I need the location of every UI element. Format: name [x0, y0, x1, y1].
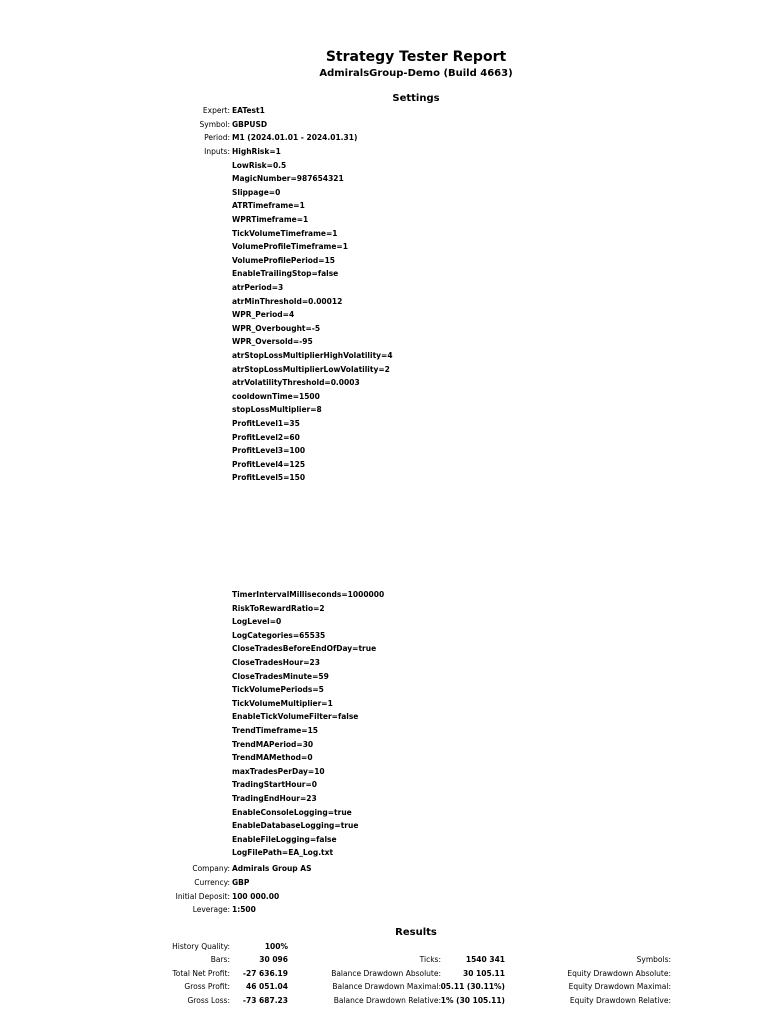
currency-row: [0, 876, 768, 889]
gross-profit-value: 46 051.04: [246, 982, 288, 991]
balance-dd-absolute-value: 30 105.11: [463, 969, 505, 978]
company-row: [0, 862, 768, 875]
expert-label: Expert:: [202, 106, 230, 115]
input-parameter: LogFilePath=EA_Log.txt: [232, 848, 334, 858]
balance-dd-absolute-label: Balance Drawdown Absolute:: [331, 969, 441, 978]
settings-heading: Settings: [392, 93, 440, 104]
input-parameter: ProfitLevel1=35: [232, 419, 300, 428]
input-parameter: WPR_Overbought=-5: [232, 323, 321, 333]
input-parameter: RiskToRewardRatio=2: [232, 603, 325, 613]
balance-dd-relative-label: Balance Drawdown Relative:: [333, 996, 441, 1005]
deposit-value: 100 000.00: [232, 892, 280, 901]
input-parameter: TickVolumeMultiplier=1: [232, 698, 333, 708]
leverage-row: [0, 903, 768, 916]
currency-label: Currency:: [194, 878, 230, 887]
input-parameter: ATRTimeframe=1: [232, 201, 305, 211]
input-parameter: EnableFileLogging=false: [232, 834, 337, 844]
input-parameter: LogLevel=0: [232, 617, 282, 627]
input-parameter: ProfitLevel5=150: [232, 473, 306, 483]
period-value: M1 (2024.01.01 - 2024.01.31): [232, 133, 358, 142]
input-parameter: TimerIntervalMilliseconds=1000000: [232, 590, 385, 599]
symbol-value: GBPUSD: [232, 120, 268, 129]
input-parameter: atrStopLossMultiplierHighVolatility=4: [232, 351, 393, 360]
history-quality-label: History Quality:: [172, 942, 230, 951]
company-value: Admirals Group AS: [232, 864, 312, 873]
input-parameter: VolumeProfilePeriod=15: [232, 255, 336, 265]
input-parameter: CloseTradesMinute=59: [232, 671, 329, 681]
ticks-value: 1540 341: [465, 955, 505, 964]
balance-dd-maximal-value: 05.11 (30.11%): [440, 982, 505, 991]
input-parameter: WPR_Oversold=-95: [232, 337, 313, 347]
input-parameter: TrendTimeframe=15: [232, 726, 319, 735]
deposit-label: Initial Deposit:: [175, 892, 230, 901]
equity-dd-relative-label: Equity Drawdown Relative:: [569, 996, 671, 1005]
gross-loss-label: Gross Loss:: [187, 996, 230, 1005]
report-title: Strategy Tester Report: [325, 49, 507, 65]
period-label: Period:: [204, 133, 230, 142]
equity-dd-absolute-label: Equity Drawdown Absolute:: [567, 969, 671, 978]
input-parameter: VolumeProfileTimeframe=1: [232, 242, 348, 252]
input-parameter: atrMinThreshold=0.00012: [232, 296, 343, 306]
input-parameter: cooldownTime=1500: [232, 391, 320, 401]
input-parameter: atrStopLossMultiplierLowVolatility=2: [232, 364, 390, 374]
input-parameter: HighRisk=1: [232, 147, 281, 156]
inputs-row: [0, 145, 768, 158]
deposit-row: [0, 890, 768, 903]
input-parameter: ProfitLevel3=100: [232, 446, 306, 456]
currency-value: GBP: [232, 878, 250, 887]
net-profit-value: -27 636.19: [242, 969, 288, 978]
inputs-label: Inputs:: [204, 147, 230, 156]
input-parameter: EnableConsoleLogging=true: [232, 807, 352, 817]
input-parameter: LowRisk=0.5: [232, 160, 287, 170]
input-parameter: CloseTradesHour=23: [232, 658, 320, 667]
gross-loss-value: -73 687.23: [242, 996, 288, 1005]
leverage-label: Leverage:: [192, 905, 230, 914]
input-parameter: Slippage=0: [232, 187, 281, 197]
input-parameter: TickVolumePeriods=5: [232, 685, 324, 695]
input-parameter: ProfitLevel2=60: [232, 432, 300, 442]
history-quality-value: 100%: [264, 942, 288, 951]
bars-value: 30 096: [259, 955, 288, 964]
balance-dd-maximal-label: Balance Drawdown Maximal:: [332, 982, 441, 991]
input-parameter: EnableTickVolumeFilter=false: [232, 712, 359, 722]
input-parameter: atrVolatilityThreshold=0.0003: [232, 378, 360, 388]
symbol-label: Symbol:: [199, 120, 230, 129]
company-label: Company:: [192, 864, 230, 873]
input-parameter: WPR_Period=4: [232, 310, 295, 320]
equity-dd-maximal-label: Equity Drawdown Maximal:: [568, 982, 671, 991]
input-parameter: TradingEndHour=23: [232, 794, 317, 803]
input-parameter: TradingStartHour=0: [232, 780, 318, 790]
input-parameter: atrPeriod=3: [232, 283, 284, 292]
net-profit-label: Total Net Profit:: [172, 969, 230, 978]
input-parameter: TickVolumeTimeframe=1: [232, 228, 338, 238]
leverage-value: 1:500: [232, 905, 256, 914]
input-parameter: LogCategories=65535: [232, 630, 326, 640]
expert-value: EATest1: [232, 106, 265, 115]
bars-label: Bars:: [210, 955, 230, 964]
input-parameter: EnableDatabaseLogging=true: [232, 821, 359, 831]
input-parameter: EnableTrailingStop=false: [232, 269, 339, 279]
gross-profit-label: Gross Profit:: [184, 982, 230, 991]
input-parameter: ProfitLevel4=125: [232, 459, 306, 469]
input-parameter: maxTradesPerDay=10: [232, 766, 325, 776]
input-parameter: WPRTimeframe=1: [232, 215, 309, 224]
input-parameter: TrendMAMethod=0: [232, 753, 313, 763]
input-parameter: MagicNumber=987654321: [232, 174, 344, 184]
symbols-label: Symbols:: [636, 955, 671, 964]
balance-dd-relative-value: 1% (30 105.11): [440, 996, 505, 1005]
input-parameter: stopLossMultiplier=8: [232, 405, 322, 415]
symbol-row: [0, 118, 768, 131]
report-subtitle: AdmiralsGroup-Demo (Build 4663): [319, 68, 513, 79]
expert-row: [0, 104, 768, 117]
results-heading: Results: [395, 927, 437, 938]
period-row: [0, 131, 768, 144]
input-parameter: CloseTradesBeforeEndOfDay=true: [232, 644, 377, 654]
input-parameter: TrendMAPeriod=30: [232, 739, 314, 749]
ticks-label: Ticks:: [419, 955, 441, 964]
